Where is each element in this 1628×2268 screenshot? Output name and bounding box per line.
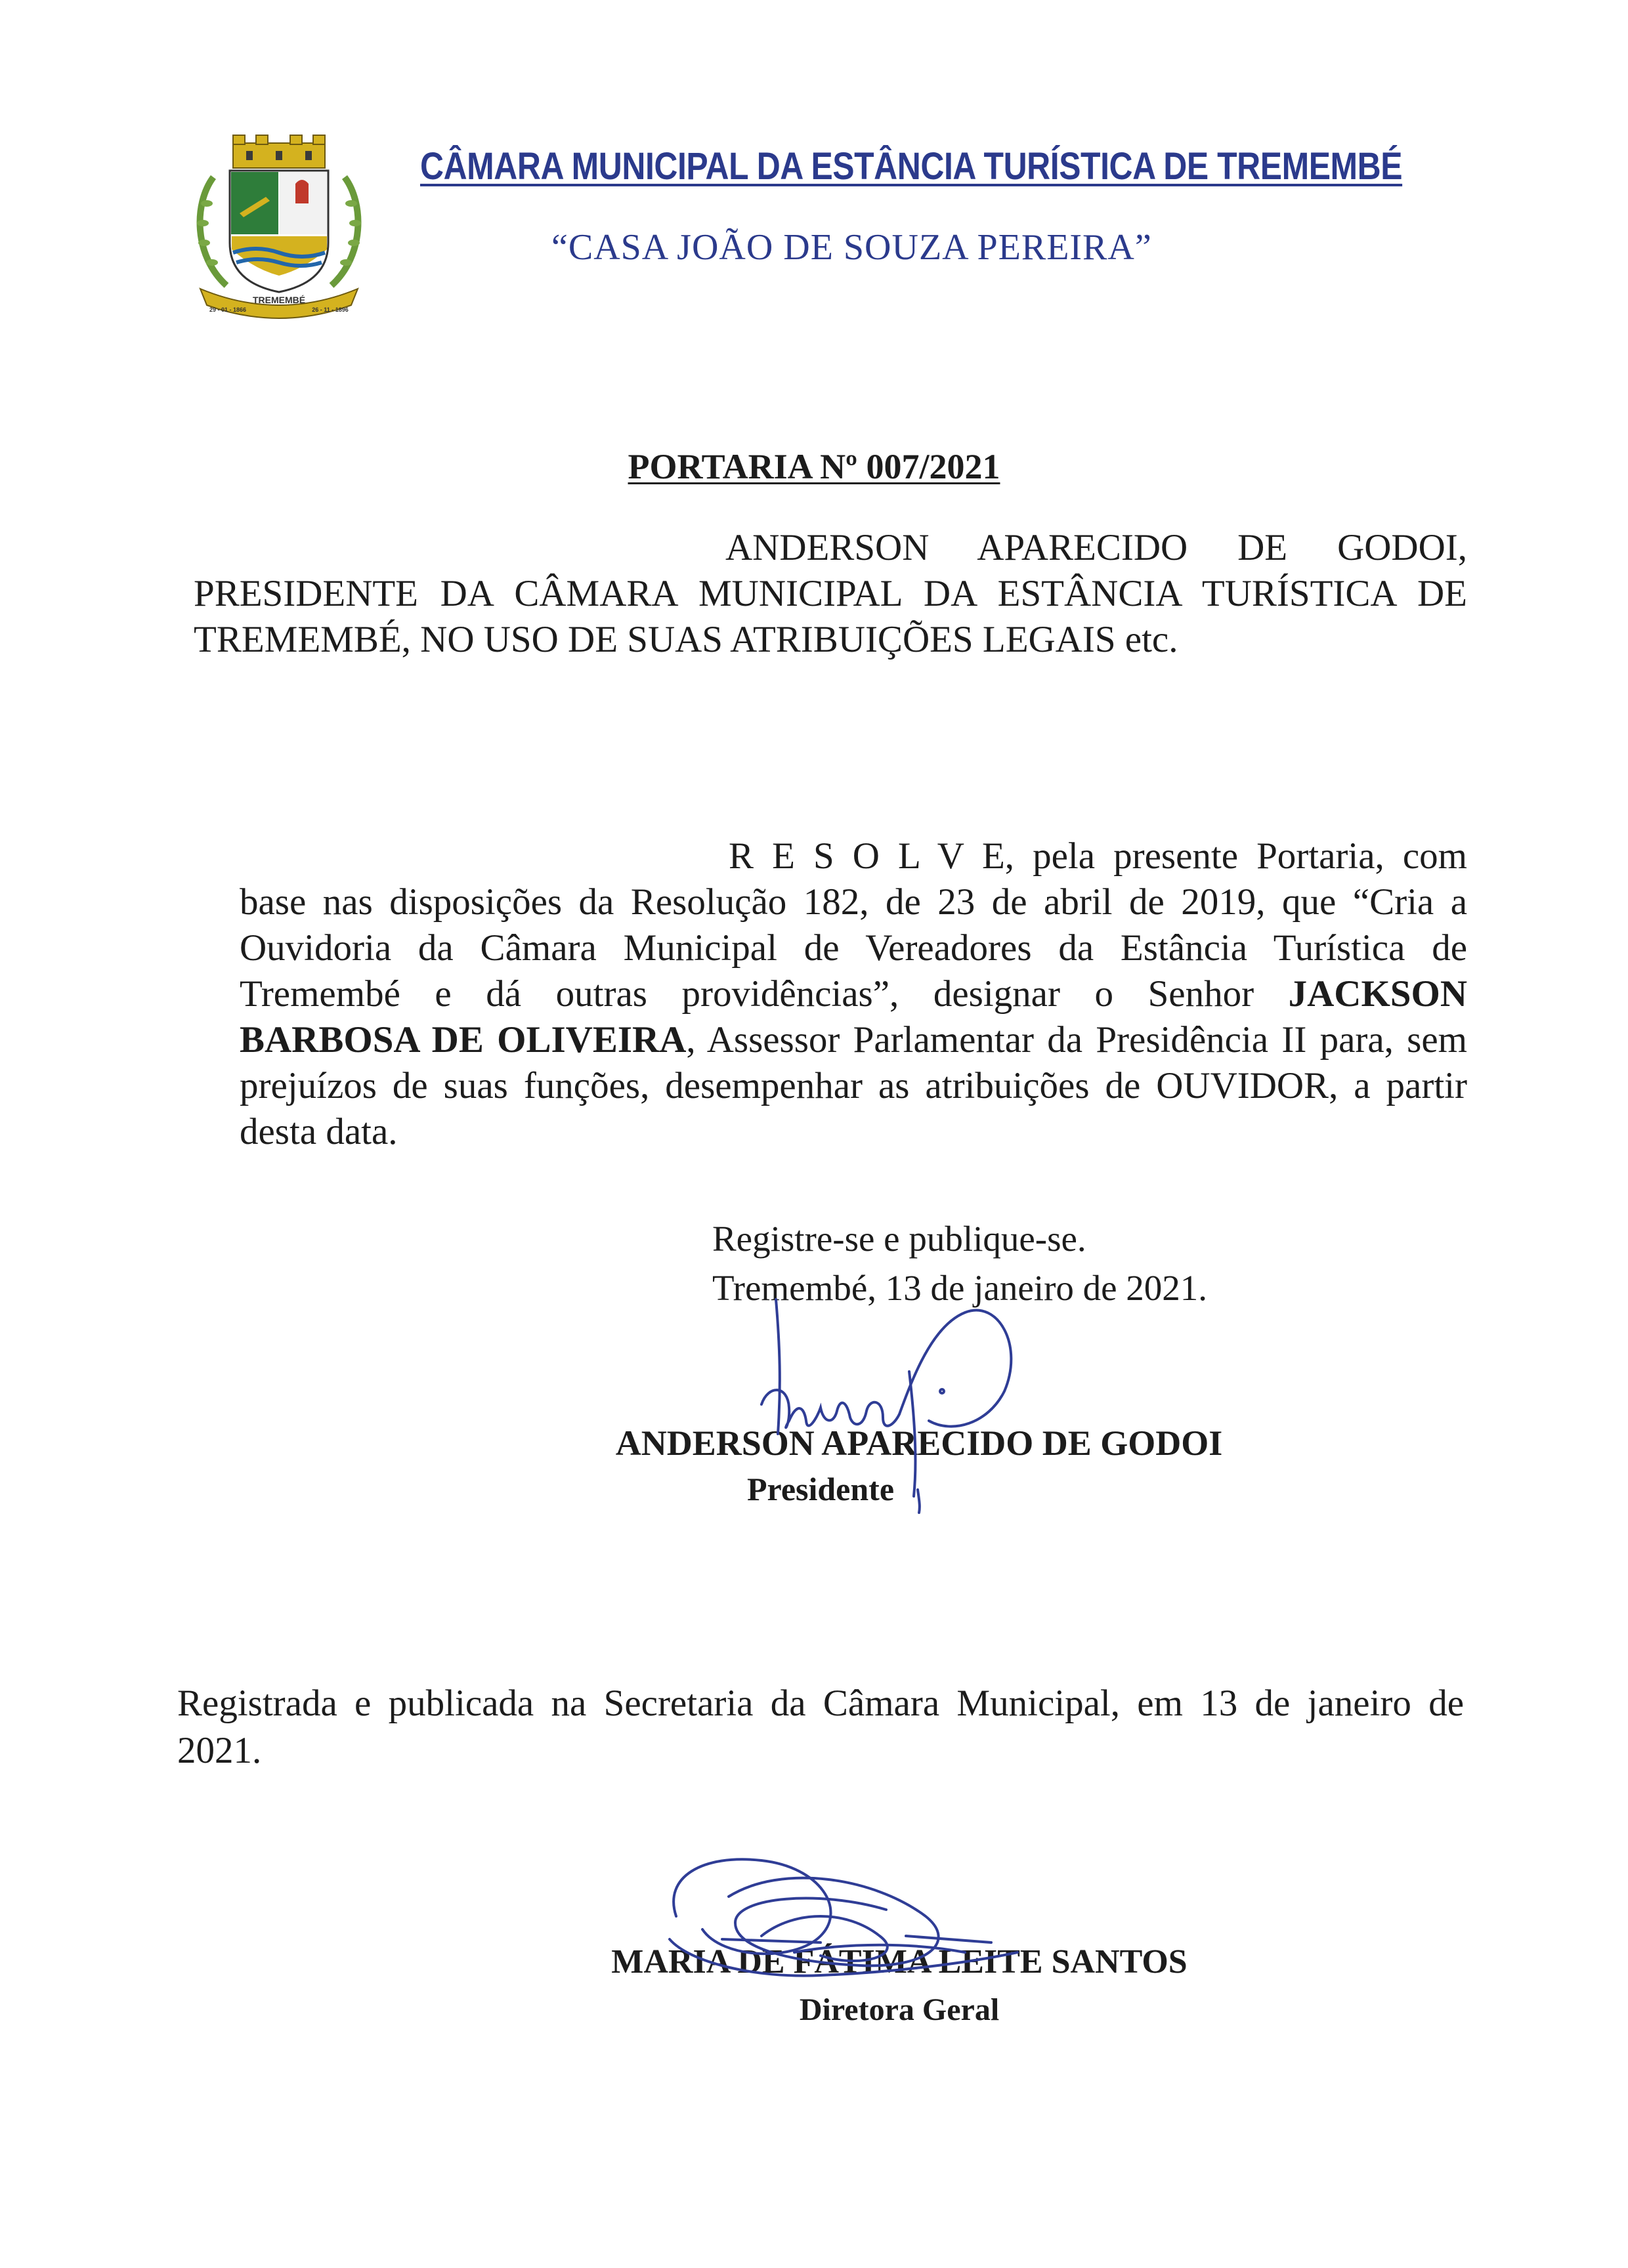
- registration-note: [177, 1680, 1464, 1774]
- president-signature: [742, 1286, 1083, 1536]
- resolve-text: , Assessor Parlamentar da Presidência II para, sem: [686, 1019, 1467, 1060]
- intro-line: ANDERSON APARECIDO DE GODOI,: [725, 527, 1467, 568]
- director-role: Diretora Geral: [799, 1992, 1000, 2027]
- resolve-paragraph: [240, 833, 1467, 1155]
- resolve-line: base nas disposições da Resolução 182, de 23 de abril de 2019, que “Cria a: [240, 881, 1467, 923]
- resolve-line: prejuízos de suas funções, desempenhar as atribuições de OUVIDOR, a partir: [240, 1065, 1467, 1106]
- institution-subtitle: “CASA JOÃO DE SOUZA PEREIRA”: [551, 227, 1152, 268]
- resolve-line: [240, 1017, 1467, 1063]
- resolve-text: Tremembé e dá outras providências”, designar o Senhor: [240, 973, 1289, 1015]
- closing-line: Registre-se e publique-se.: [712, 1219, 1086, 1259]
- crest-town-name: TREMEMBÉ: [252, 295, 306, 305]
- document-title-text: PORTARIA Nº 007/2021: [628, 447, 1000, 486]
- document-title: [0, 446, 1628, 487]
- signatory-role: Presidente: [746, 1471, 895, 1507]
- date-line: Tremembé, 13 de janeiro de 2021.: [712, 1268, 1208, 1308]
- register-line: 2021.: [177, 1730, 262, 1771]
- resolve-line: desta data.: [240, 1111, 398, 1152]
- intro-line: PRESIDENTE DA CÂMARA MUNICIPAL DA ESTÂNCIA TURÍSTICA DE: [194, 573, 1467, 614]
- director-signature: [453, 1838, 1175, 1995]
- resolve-line: Ouvidoria da Câmara Municipal de Vereadores da Estância Turística de: [240, 927, 1467, 969]
- crest-date-right: 26 - 11 - 1896: [312, 306, 349, 313]
- resolve-line: R E S O L V E, pela presente Portaria, com: [729, 835, 1467, 877]
- signatory-name: ANDERSON APARECIDO DE GODOI: [615, 1423, 1223, 1463]
- institution-title: CÂMARA MUNICIPAL DA ESTÂNCIA TURÍSTICA DE TREMEMBÉ: [420, 145, 1403, 188]
- intro-paragraph: [194, 525, 1467, 663]
- director-name: MARIA DE FÁTIMA LEITE SANTOS: [611, 1943, 1188, 1981]
- resolve-line: [240, 971, 1467, 1017]
- coat-of-arms-logo: [187, 131, 371, 328]
- appointee-name-first: JACKSON: [1288, 973, 1467, 1015]
- register-line: Registrada e publicada na Secretaria da Câmara Municipal, em 13 de janeiro de: [177, 1683, 1464, 1724]
- intro-line: TREMEMBÉ, NO USO DE SUAS ATRIBUIÇÕES LEGAIS etc.: [194, 619, 1178, 660]
- appointee-name-last: BARBOSA DE OLIVEIRA: [240, 1019, 687, 1060]
- crest-date-left: 29 - 01 - 1866: [209, 306, 247, 313]
